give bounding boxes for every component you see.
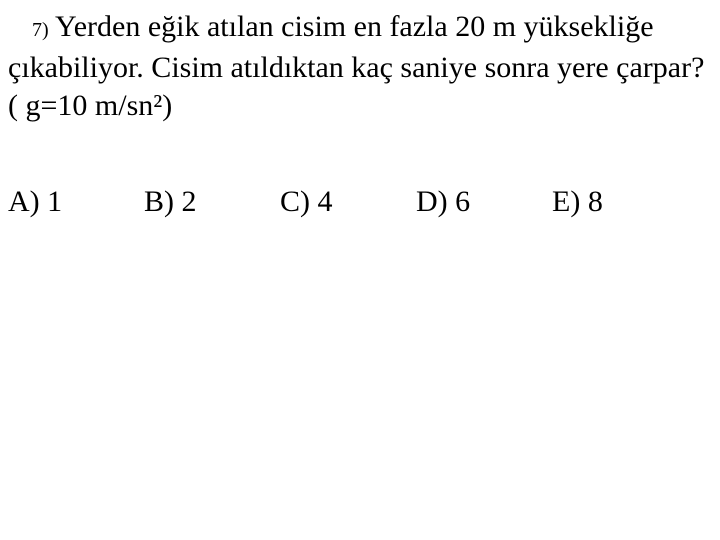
option-d-value: 6 [455, 185, 471, 218]
question-number: 7) [32, 19, 49, 41]
option-c-value: 4 [317, 185, 333, 218]
option-c-letter: C) [280, 185, 310, 218]
option-d[interactable] [416, 182, 470, 222]
option-d-letter: D) [416, 185, 448, 218]
option-e-letter: E) [552, 185, 581, 218]
option-b[interactable] [144, 182, 197, 222]
answer-options [8, 182, 708, 222]
option-e-value: 8 [587, 185, 603, 218]
option-a[interactable] [8, 182, 62, 222]
option-b-value: 2 [181, 185, 197, 218]
option-c[interactable] [280, 182, 333, 222]
option-a-letter: A) [8, 185, 40, 218]
question-stem: Yerden eğik atılan cisim en fazla 20 m yüksekliğe çıkabiliyor. Cisim atıldıktan kaç saniye sonra yere çarpar? ( g=10 m/sn²) [8, 10, 705, 122]
question-text-block [8, 8, 708, 125]
option-b-letter: B) [144, 185, 174, 218]
option-a-value: 1 [47, 185, 63, 218]
option-e[interactable] [552, 182, 603, 222]
